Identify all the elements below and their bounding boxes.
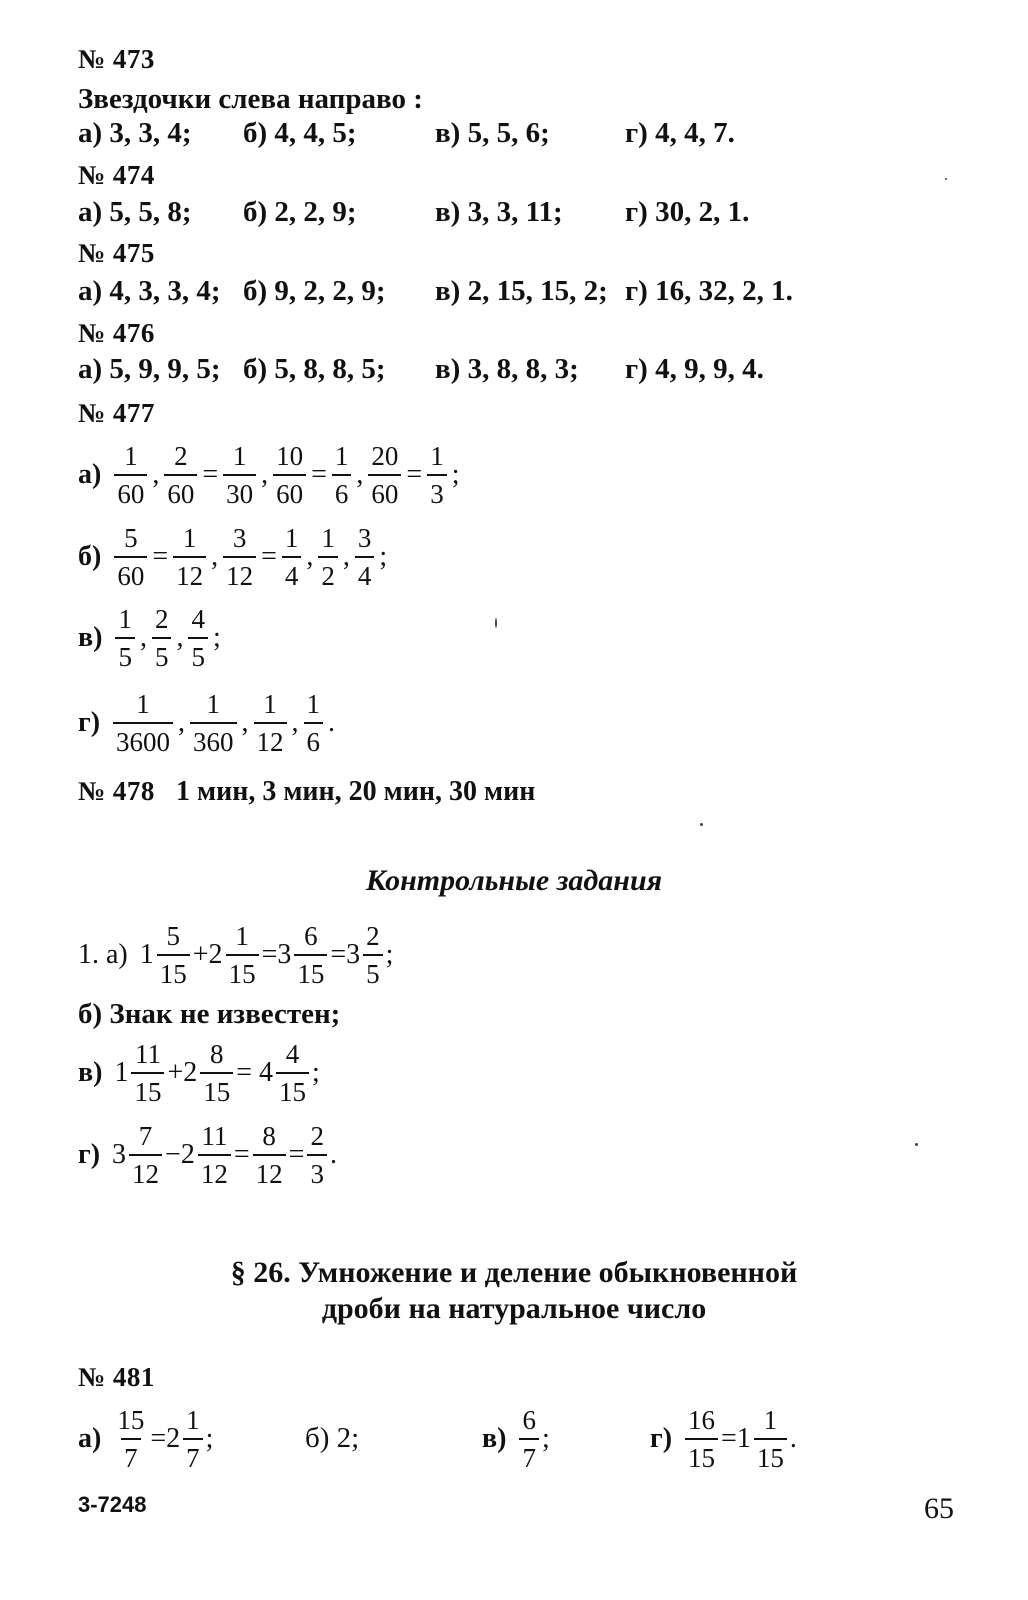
fraction: $\frac{1}{3}$	[427, 440, 447, 510]
separator: =	[311, 459, 327, 490]
problem-478-text: 1 мин, 3 мин, 20 мин, 30 мин	[176, 776, 536, 807]
problem-473-answer-g: г) 4, 4, 7.	[625, 117, 735, 149]
fraction: $\frac{4}{5}$	[188, 603, 208, 673]
problem-475-answer-g: г) 16, 32, 2, 1.	[625, 275, 793, 307]
fraction: $\frac{5}{15}$	[157, 920, 190, 990]
separator: ,	[261, 459, 269, 490]
problem-481-a-label: а)	[78, 1423, 102, 1454]
fraction: $\frac{1}{30}$	[223, 440, 256, 510]
problem-473-answer-v: в) 5, 5, 6;	[435, 117, 550, 149]
separator: .	[328, 707, 336, 738]
separator: ,	[306, 541, 314, 572]
problem-476-answer-b: б) 5, 8, 8, 5;	[243, 353, 386, 385]
fraction: $\frac{7}{12}$	[129, 1120, 162, 1190]
fraction: $\frac{6}{15}$	[294, 920, 327, 990]
problem-477-row-b	[78, 522, 389, 592]
problem-478-number: № 478	[78, 776, 155, 806]
separator: ,	[152, 459, 160, 490]
problem-475-answer-b: б) 9, 2, 2, 9;	[243, 275, 386, 307]
problem-476-answer-g: г) 4, 9, 9, 4.	[625, 353, 764, 385]
problem-473-answer-a: а) 3, 3, 4;	[78, 117, 192, 149]
separator: ,	[178, 707, 186, 738]
problem-481-g-label: г)	[650, 1423, 673, 1454]
fraction: $\frac{2}{3}$	[307, 1120, 327, 1190]
fraction: $\frac{1}{15}$	[226, 920, 259, 990]
separator: ,	[176, 622, 184, 653]
control-task-1a-label: 1. а)	[78, 939, 128, 970]
fraction: $\frac{20}{60}$	[368, 440, 401, 510]
fraction: $\frac{1}{6}$	[332, 440, 352, 510]
separator: =	[406, 459, 423, 490]
control-task-1g: г) 3 $\frac{7}{12}$ −2 $\frac{11}{12}$ = $\frac{8}{12}$ = $\frac{2}{3}$ .	[78, 1121, 337, 1189]
fraction: $\frac{1}{12}$	[254, 688, 287, 758]
separator: =	[261, 541, 277, 572]
fraction: $\frac{1}{4}$	[282, 522, 302, 592]
row-label: г)	[78, 707, 101, 738]
problem-474-number: № 474	[78, 160, 155, 190]
separator: =	[152, 541, 169, 572]
fraction: $\frac{11}{12}$	[198, 1120, 231, 1190]
fraction: $\frac{2}{5}$	[363, 920, 383, 990]
fraction: $\frac{8}{12}$	[253, 1120, 286, 1190]
separator: ,	[356, 459, 364, 490]
separator: ;	[451, 459, 460, 490]
fraction: $\frac{11}{15}$	[131, 1038, 164, 1108]
separator: ,	[241, 707, 249, 738]
separator: ,	[291, 707, 299, 738]
problem-474-answer-v: в) 3, 3, 11;	[435, 196, 563, 228]
problem-475-answer-a: а) 4, 3, 3, 4;	[78, 275, 221, 307]
problem-474-answer-g: г) 30, 2, 1.	[625, 196, 750, 228]
problem-475-number: № 475	[78, 238, 155, 268]
separator: ;	[379, 541, 388, 572]
fraction: $\frac{1}{360}$	[190, 688, 237, 758]
fraction: $\frac{1}{7}$	[183, 1404, 203, 1474]
separator: ,	[139, 622, 147, 653]
scan-speck	[945, 178, 947, 180]
scan-speck	[700, 823, 703, 826]
problem-476-answer-a: а) 5, 9, 9, 5;	[78, 353, 221, 385]
fraction: $\frac{2}{60}$	[164, 440, 197, 510]
fraction: $\frac{16}{15}$	[685, 1404, 718, 1474]
fraction: $\frac{1}{60}$	[114, 440, 147, 510]
section-heading-line2: дроби на натуральное число	[321, 1292, 707, 1325]
problem-477-row-a	[78, 440, 462, 510]
fraction: $\frac{1}{6}$	[304, 688, 324, 758]
problem-481-v: в) $\frac{6}{7}$ ;	[482, 1405, 550, 1473]
fraction: $\frac{15}{7}$	[117, 1405, 145, 1473]
problem-475-answer-v: в) 2, 15, 15, 2;	[435, 275, 608, 307]
fraction: $\frac{1}{15}$	[754, 1404, 787, 1474]
problem-476-number: № 476	[78, 318, 155, 348]
control-task-1a: 1. а) 1 $\frac{5}{15}$ +2 $\frac{1}{15}$ =3 $\frac{6}{15}$ =3 $\frac{2}{5}$ ;	[78, 921, 394, 989]
problem-477-number: № 477	[78, 398, 155, 428]
fraction: $\frac{5}{60}$	[114, 522, 147, 592]
row-label: в)	[78, 622, 103, 653]
fraction: $\frac{1}{12}$	[173, 522, 206, 592]
control-task-1v: в) 1 $\frac{11}{15}$ +2 $\frac{8}{15}$ = 4 $\frac{4}{15}$ ;	[78, 1039, 320, 1107]
problem-481-g: г) $\frac{16}{15}$ =1 $\frac{1}{15}$ .	[650, 1405, 797, 1473]
problem-481-v-label: в)	[482, 1423, 507, 1454]
problem-473-number: № 473	[78, 44, 155, 74]
fraction: $\frac{1}{2}$	[318, 522, 338, 592]
section-heading-line1: § 26. Умножение и деление обыкновенной	[230, 1256, 798, 1289]
separator: =	[202, 459, 219, 490]
fraction: $\frac{1}{3600}$	[113, 688, 173, 758]
problem-476-answer-v: в) 3, 8, 8, 3;	[435, 353, 579, 385]
row-label: б)	[78, 541, 102, 572]
separator: ;	[212, 622, 221, 653]
scan-speck	[915, 1143, 918, 1146]
fraction: $\frac{2}{5}$	[152, 603, 172, 673]
problem-473-text: Звездочки слева направо :	[78, 83, 423, 115]
problem-481-b: б) 2;	[305, 1422, 360, 1454]
scan-speck	[495, 618, 497, 628]
control-task-1b: б) Знак не известен;	[78, 998, 341, 1030]
problem-481-a: а) $\frac{15}{7}$ =2 $\frac{1}{7}$ ;	[78, 1405, 214, 1473]
problem-477-row-g	[78, 688, 337, 758]
fraction: $\frac{10}{60}$	[273, 440, 306, 510]
footer-code: 3-7248	[78, 1492, 147, 1517]
fraction: $\frac{6}{7}$	[519, 1404, 539, 1474]
fraction: $\frac{1}{5}$	[115, 603, 135, 673]
control-tasks-heading: Контрольные задания	[365, 864, 663, 897]
separator: ,	[211, 541, 219, 572]
row-label: а)	[78, 459, 102, 490]
fraction: $\frac{3}{12}$	[223, 522, 256, 592]
page-number: 65	[924, 1492, 954, 1525]
fraction: $\frac{4}{15}$	[276, 1038, 309, 1108]
problem-473-answer-b: б) 4, 4, 5;	[243, 117, 357, 149]
problem-477-row-v	[78, 603, 223, 673]
problem-474-answer-b: б) 2, 2, 9;	[243, 196, 357, 228]
fraction: $\frac{3}{4}$	[355, 522, 375, 592]
fraction: $\frac{8}{15}$	[200, 1038, 233, 1108]
problem-474-answer-a: а) 5, 5, 8;	[78, 196, 192, 228]
separator: ,	[342, 541, 350, 572]
problem-481-number: № 481	[78, 1362, 155, 1392]
control-task-1v-label: в)	[78, 1057, 103, 1088]
control-task-1g-label: г)	[78, 1139, 101, 1170]
